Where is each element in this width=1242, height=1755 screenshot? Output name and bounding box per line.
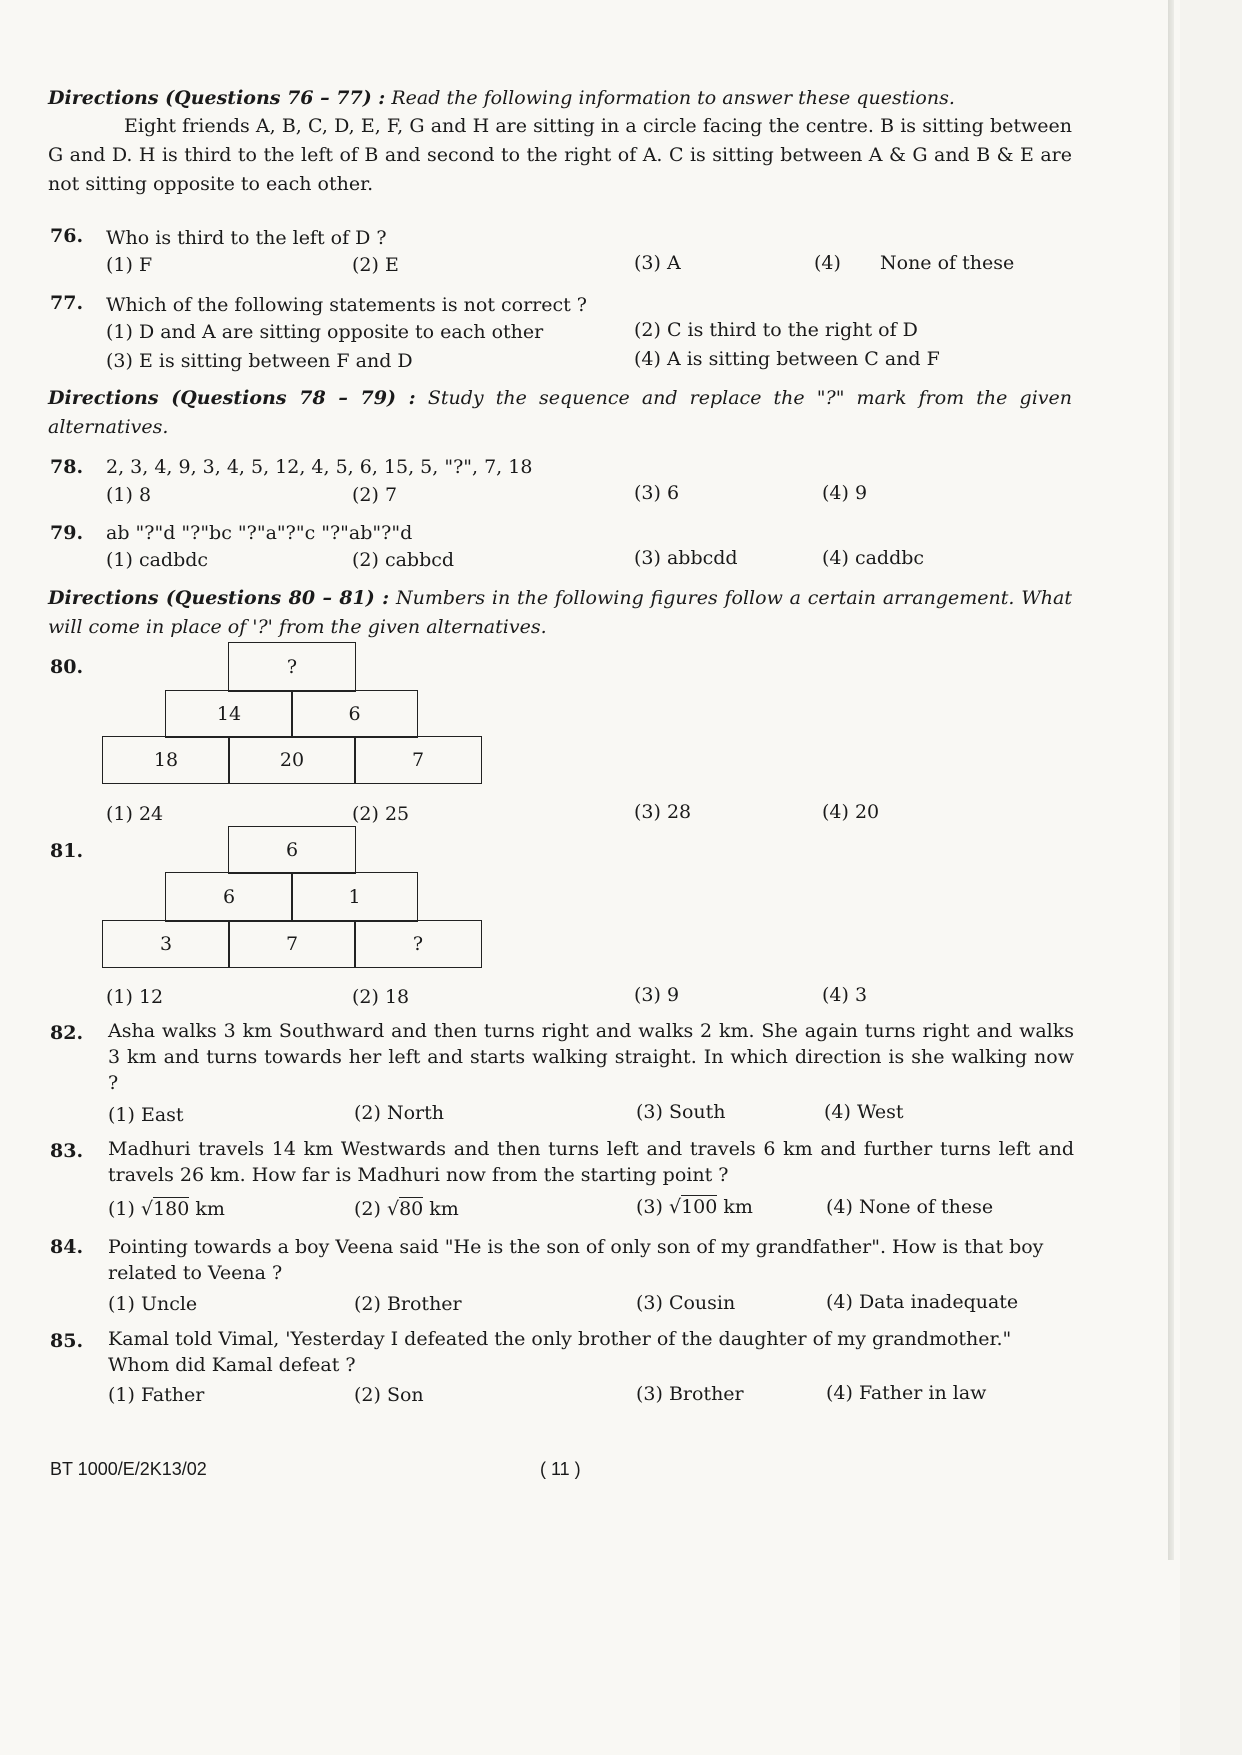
option-4-text[interactable]: None of these: [880, 252, 1015, 274]
question-number: 83.: [50, 1140, 84, 1162]
question-number: 81.: [50, 840, 84, 862]
directions-76-77: [48, 84, 1072, 113]
sqrt-symbol: √: [386, 1198, 400, 1220]
page-number: ( 11 ): [540, 1459, 581, 1479]
option-2[interactable]: (2) √80 km: [354, 1198, 459, 1220]
page-edge-shadow: [1168, 0, 1174, 1560]
option-3[interactable]: (3) √100 km: [636, 1196, 753, 1218]
option-3[interactable]: (3) 9: [634, 984, 680, 1006]
option-1[interactable]: (1) 12: [106, 986, 164, 1008]
option-3[interactable]: (3) abbcdd: [634, 547, 738, 569]
sqrt-symbol: √: [140, 1198, 154, 1220]
option-4-label[interactable]: (4): [814, 252, 841, 274]
question-number: 79.: [50, 522, 84, 544]
option-1[interactable]: (1) √180 km: [108, 1198, 225, 1220]
paper-code: BT 1000/E/2K13/02: [50, 1459, 207, 1479]
option-3[interactable]: (3) Brother: [636, 1383, 744, 1405]
option-1[interactable]: (1) East: [108, 1104, 184, 1126]
question-text: ab "?"d "?"bc "?"a"?"c "?"ab"?"d: [106, 522, 413, 544]
option-4[interactable]: (4) A is sitting between C and F: [634, 348, 940, 370]
question-number: 78.: [50, 456, 84, 478]
directions-text: Study the sequence and replace the "?" mark from the given alternatives.: [48, 387, 1072, 438]
option-2[interactable]: (2) C is third to the right of D: [634, 319, 918, 341]
option-3[interactable]: (3) 6: [634, 482, 680, 504]
question-text: Who is third to the left of D ?: [106, 227, 387, 249]
option-1[interactable]: (1) cadbdc: [106, 549, 209, 571]
option-1[interactable]: (1) 24: [106, 803, 164, 825]
pyramid-mid-cell: 6: [165, 872, 293, 922]
option-4[interactable]: (4) West: [824, 1101, 904, 1123]
option-1[interactable]: (1) F: [106, 254, 153, 276]
pyramid-mid-cell: 14: [165, 690, 293, 738]
question-text: Madhuri travels 14 km Westwards and then turns left and travels 6 km and further turns left and travels 26 km. How far is Madhuri now from the starting point ?: [108, 1138, 1074, 1186]
question-text: Asha walks 3 km Southward and then turns right and walks 2 km. She again turns right and walks 3 km and turns towards her left and starts walking straight. In which direction is she walking now ?: [108, 1020, 1074, 1094]
question-number: 84.: [50, 1236, 84, 1258]
option-3[interactable]: (3) 28: [634, 801, 692, 823]
directions-text: Read the following information to answer these questions.: [391, 87, 955, 109]
seating-passage: Eight friends A, B, C, D, E, F, G and H are sitting in a circle facing the centre. B is sitting between G and D. H is third to the left of B and second to the right of A. C is sitting between A & G and B & E are not sitting opposite to each other.: [48, 115, 1072, 195]
option-4[interactable]: (4) 3: [822, 984, 868, 1006]
question-number: 80.: [50, 656, 84, 678]
directions-text: Numbers in the following figures follow a certain arrangement. What will come in place of '?' from the given alternatives.: [48, 587, 1072, 638]
option-1[interactable]: (1) Father: [108, 1384, 205, 1406]
sqrt-symbol: √: [668, 1196, 682, 1218]
directions-80-81: [48, 584, 1072, 642]
option-2[interactable]: (2) Son: [354, 1384, 424, 1406]
option-4[interactable]: (4) 9: [822, 482, 868, 504]
option-3[interactable]: (3) Cousin: [636, 1292, 736, 1314]
question-number: 85.: [50, 1330, 84, 1352]
option-4[interactable]: (4) 20: [822, 801, 880, 823]
pyramid-bottom-cell: 18: [102, 736, 230, 784]
question-number: 77.: [50, 292, 84, 314]
option-2[interactable]: (2) E: [352, 254, 399, 276]
directions-title: Directions (Questions 76 – 77) :: [48, 87, 386, 109]
question-number: 82.: [50, 1022, 84, 1044]
question-number: 76.: [50, 225, 84, 247]
option-4[interactable]: (4) None of these: [826, 1196, 994, 1218]
directions-title: Directions (Questions 78 – 79) :: [48, 387, 416, 409]
option-4[interactable]: (4) Father in law: [826, 1382, 987, 1404]
pyramid-bottom-cell: 7: [354, 736, 482, 784]
option-1[interactable]: (1) D and A are sitting opposite to each other: [106, 321, 544, 343]
option-2[interactable]: (2) 18: [352, 986, 410, 1008]
option-3[interactable]: (3) E is sitting between F and D: [106, 350, 413, 372]
option-1[interactable]: (1) Uncle: [108, 1293, 198, 1315]
pyramid-bottom-cell: ?: [354, 920, 482, 968]
option-4[interactable]: (4) Data inadequate: [826, 1291, 1019, 1313]
option-2[interactable]: (2) cabbcd: [352, 549, 455, 571]
question-text: 2, 3, 4, 9, 3, 4, 5, 12, 4, 5, 6, 15, 5, "?", 7, 18: [106, 456, 533, 478]
pyramid-mid-cell: 6: [291, 690, 418, 738]
pyramid-bottom-cell: 7: [228, 920, 356, 968]
question-text: Which of the following statements is not correct ?: [106, 294, 587, 316]
pyramid-bottom-cell: 20: [228, 736, 356, 784]
option-3[interactable]: (3) A: [634, 252, 681, 274]
option-3[interactable]: (3) South: [636, 1101, 726, 1123]
option-2[interactable]: (2) North: [354, 1102, 444, 1124]
question-text: Pointing towards a boy Veena said "He is the son of only son of my grandfather". How is that boy related to Veena ?: [108, 1236, 1044, 1284]
option-4[interactable]: (4) caddbc: [822, 547, 925, 569]
pyramid-top-cell: 6: [228, 826, 356, 874]
pyramid-top-cell: ?: [228, 642, 356, 692]
option-2[interactable]: (2) 25: [352, 803, 410, 825]
directions-title: Directions (Questions 80 – 81) :: [48, 587, 390, 609]
option-2[interactable]: (2) 7: [352, 484, 398, 506]
pyramid-mid-cell: 1: [291, 872, 418, 922]
question-text: Kamal told Vimal, 'Yesterday I defeated the only brother of the daughter of my grandmother." Whom did Kamal defeat ?: [108, 1328, 1012, 1376]
option-1[interactable]: (1) 8: [106, 484, 152, 506]
pyramid-bottom-cell: 3: [102, 920, 230, 968]
option-2[interactable]: (2) Brother: [354, 1293, 462, 1315]
directions-78-79: [48, 384, 1072, 442]
